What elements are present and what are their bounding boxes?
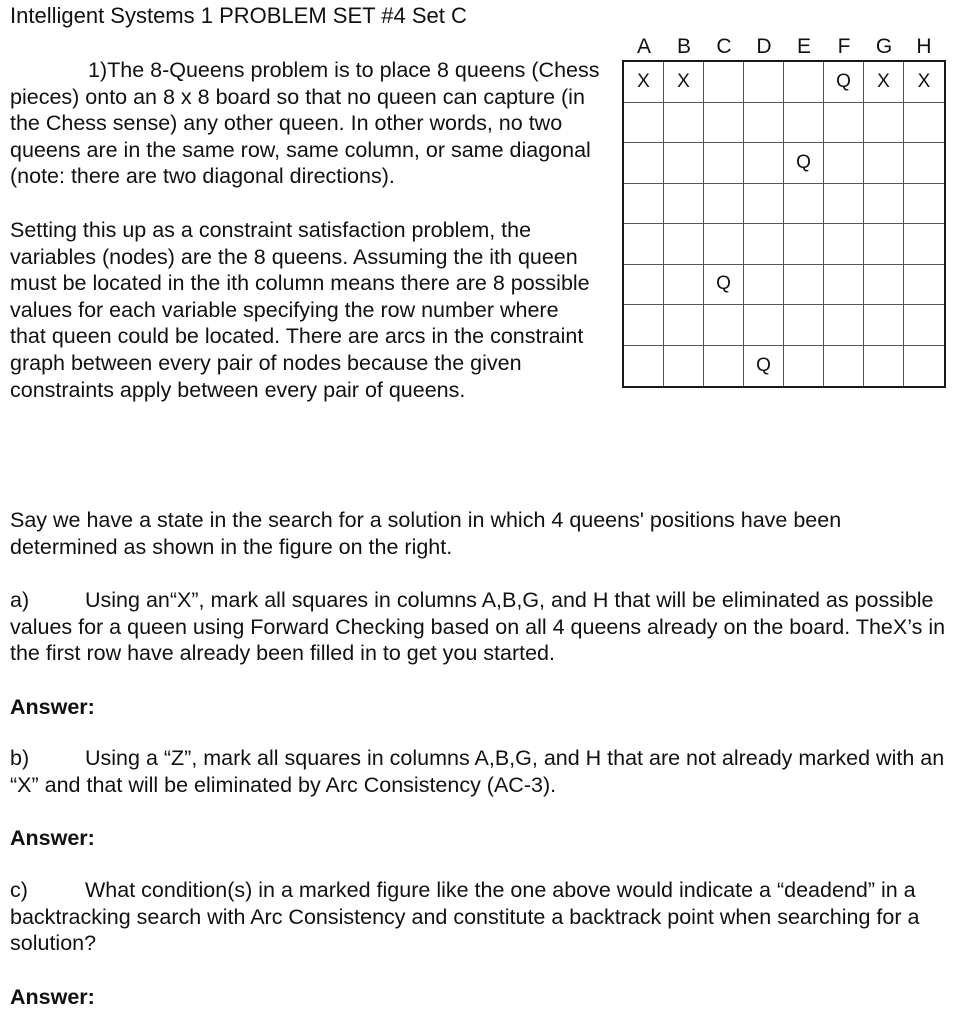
board-square-b6 [664,265,704,306]
board-square-h5 [904,224,944,265]
board-square-h3 [904,143,944,184]
x-marker-b1: X [664,62,704,103]
column-label-f: F [837,35,851,58]
question-c [10,877,950,957]
board-square-h7 [904,305,944,346]
question-c-text: What condition(s) in a marked figure like the one above would indicate a “deadend” in a backtracking search with Arc Consistency and constitute a backtrack point when searching for a solution? [10,878,920,956]
board-square-g4 [864,184,904,225]
board-square-f4 [824,184,864,225]
board-square-d2 [744,103,784,144]
column-label-e: E [796,35,811,58]
board-square-d4 [744,184,784,225]
board-square-d7 [744,305,784,346]
queen-marker-c6: Q [704,265,744,306]
intro-section [10,57,600,403]
board-square-e6 [784,265,824,306]
board-column-labels [624,34,944,60]
intro-paragraph-2: Setting this up as a constraint satisfaction problem, the variables (nodes) are the 8 queens. Assuming the ith queen must be located in the ith column means there are 8 possible values for each variable specifying the row number where that queen could be located. There are arcs in the constraint graph between every pair of nodes because the given constraints apply between every pair of queens. [10,217,590,402]
board-square-f5 [824,224,864,265]
queen-marker-e3: Q [784,143,824,184]
board-square-b7 [664,305,704,346]
x-marker-h1: X [904,62,944,103]
chess-board-grid [622,60,946,388]
column-label-a: A [636,35,651,58]
board-square-c2 [704,103,744,144]
board-square-e5 [784,224,824,265]
question-a [10,587,950,667]
board-square-e4 [784,184,824,225]
state-description [10,507,950,560]
board-square-c5 [704,224,744,265]
board-square-g7 [864,305,904,346]
board-square-h4 [904,184,944,225]
answer-b-label: Answer: [10,826,95,850]
board-square-a7 [624,305,664,346]
board-square-b8 [664,346,704,387]
board-square-f8 [824,346,864,387]
board-square-e7 [784,305,824,346]
document-title: Intelligent Systems 1 PROBLEM SET #4 Set C [10,3,467,28]
state-text: Say we have a state in the search for a solution in which 4 queens' positions have been determined as shown in the figure on the right. [10,508,842,559]
column-label-h: H [916,35,932,58]
question-b-text: Using a “Z”, mark all squares in columns A,B,G, and H that are not already marked with an “X” and that will be eliminated by Arc Consistency (AC-3). [10,746,945,797]
board-square-d3 [744,143,784,184]
answer-a-label: Answer: [10,695,95,719]
board-square-e1 [784,62,824,103]
board-square-b2 [664,103,704,144]
column-label-g: G [875,35,893,58]
question-b [10,745,950,798]
board-square-c3 [704,143,744,184]
board-square-f7 [824,305,864,346]
question-c-label: c) [10,878,28,902]
board-square-a4 [624,184,664,225]
board-square-b3 [664,143,704,184]
board-square-f3 [824,143,864,184]
intro-paragraph-1: 1)The 8-Queens problem is to place 8 queens (Chess pieces) onto an 8 x 8 board so that no queen can capture (in the Chess sense) any other queen. In other words, no two queens are in the same row, same column, or same diagonal (note: there are two diagonal directions). [10,58,600,189]
board-square-a2 [624,103,664,144]
board-square-d5 [744,224,784,265]
chess-board-figure [622,34,944,388]
board-square-d6 [744,265,784,306]
board-square-g8 [864,346,904,387]
board-square-c1 [704,62,744,103]
board-square-f2 [824,103,864,144]
board-square-h6 [904,265,944,306]
board-square-a6 [624,265,664,306]
x-marker-g1: X [864,62,904,103]
board-square-b4 [664,184,704,225]
board-square-g2 [864,103,904,144]
board-square-g5 [864,224,904,265]
column-label-c: C [716,35,732,58]
board-square-b5 [664,224,704,265]
queen-marker-f1: Q [824,62,864,103]
board-square-h8 [904,346,944,387]
x-marker-a1: X [624,62,664,103]
answer-c-label: Answer: [10,985,95,1009]
column-label-d: D [756,35,772,58]
question-b-label: b) [10,746,30,770]
board-square-c4 [704,184,744,225]
board-square-g6 [864,265,904,306]
board-square-g3 [864,143,904,184]
board-square-a3 [624,143,664,184]
board-square-e2 [784,103,824,144]
question-a-label: a) [10,588,30,612]
board-square-c8 [704,346,744,387]
board-square-a8 [624,346,664,387]
board-square-f6 [824,265,864,306]
board-square-e8 [784,346,824,387]
column-label-b: B [676,35,691,58]
board-square-h2 [904,103,944,144]
question-a-text: Using an“X”, mark all squares in columns A,B,G, and H that will be eliminated as possible values for a queen using Forward Checking based on all 4 queens already on the board. TheX’s in the first row have already been filled in to get you started. [10,588,946,666]
queen-marker-d8: Q [744,346,784,387]
board-square-d1 [744,62,784,103]
board-square-c7 [704,305,744,346]
board-square-a5 [624,224,664,265]
